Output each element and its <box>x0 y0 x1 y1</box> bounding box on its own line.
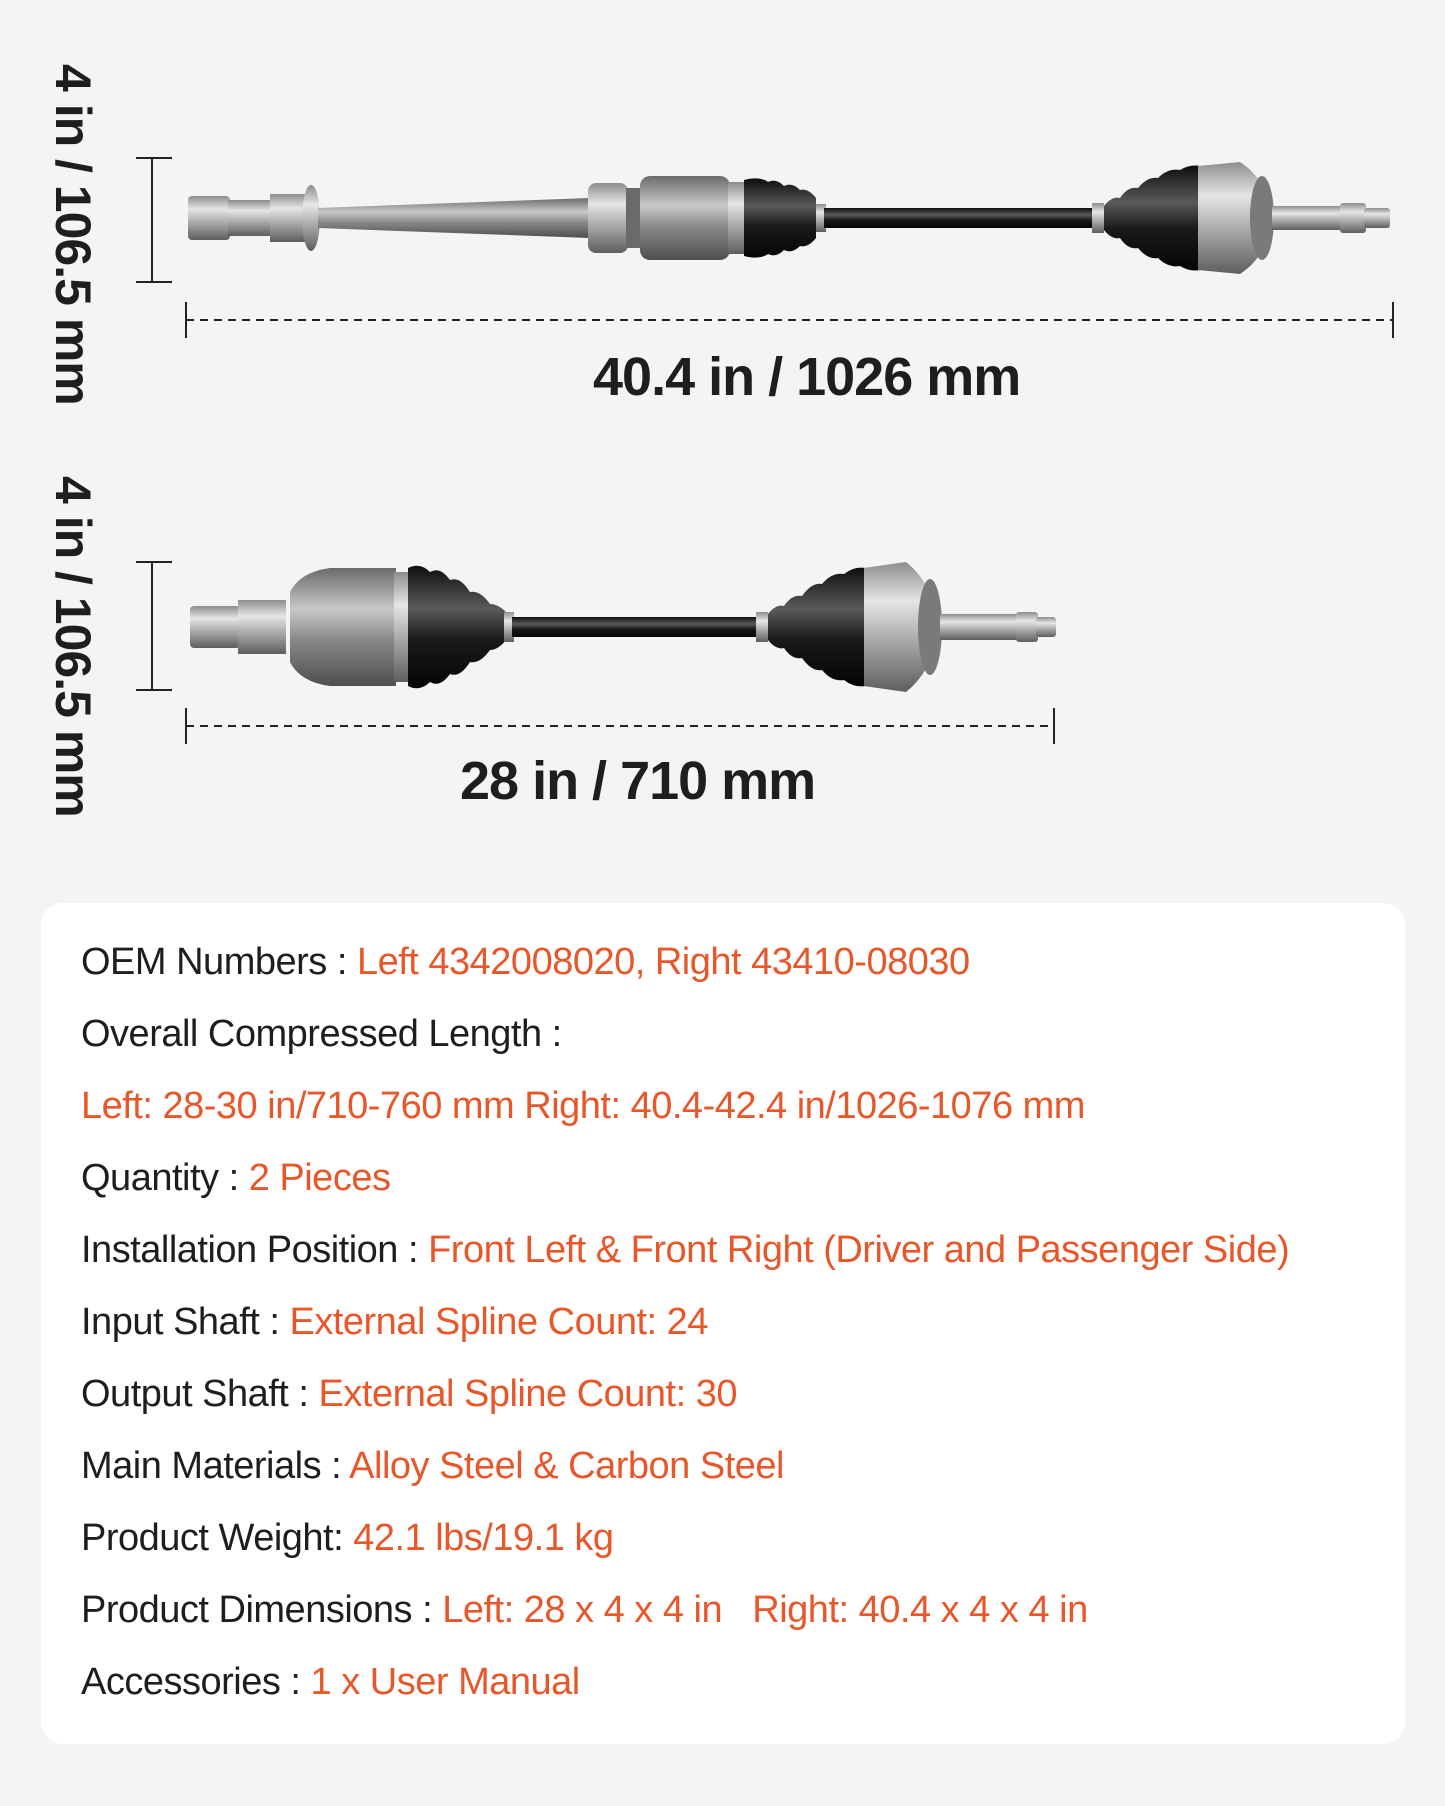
spec-label: Installation Position : <box>81 1229 429 1271</box>
spec-row-oem-numbers <box>81 941 970 984</box>
long-shaft-length-label: 40.4 in / 1026 mm <box>593 347 1021 407</box>
spec-row-compressed-length-values <box>81 1085 1085 1128</box>
spec-row-product-dimensions <box>81 1589 1088 1632</box>
spec-row-product-weight <box>81 1517 614 1560</box>
spec-row-main-materials <box>81 1445 784 1488</box>
spec-row-input-shaft <box>81 1301 708 1344</box>
spec-value: External Spline Count: 24 <box>289 1301 708 1343</box>
spec-label: Product Dimensions : <box>81 1589 443 1631</box>
short-shaft-diameter-label: 4 in / 106.5 mm <box>45 476 101 817</box>
spec-value: 2 Pieces <box>248 1157 391 1199</box>
spec-row-quantity <box>81 1157 390 1200</box>
spec-label: OEM Numbers : <box>81 941 357 983</box>
spec-value: External Spline Count: 30 <box>318 1373 737 1415</box>
spec-value: Alloy Steel & Carbon Steel <box>349 1445 784 1487</box>
spec-row-installation-position <box>81 1229 1289 1272</box>
spec-label: Quantity : <box>81 1157 249 1199</box>
spec-row-accessories <box>81 1661 580 1704</box>
short-axle-shaft <box>190 562 1056 692</box>
specifications-card <box>41 903 1405 1744</box>
spec-label: Overall Compressed Length : <box>81 1013 562 1055</box>
spec-value: Left 4342008020, Right 43410-08030 <box>356 941 970 983</box>
spec-value: Front Left & Front Right (Driver and Passenger Side) <box>428 1229 1290 1271</box>
short-shaft-length-label: 28 in / 710 mm <box>460 751 816 811</box>
spec-row-compressed-length <box>81 1013 562 1056</box>
spec-label: Output Shaft : <box>81 1373 319 1415</box>
spec-value: Left: 28-30 in/710-760 mm Right: 40.4-42.4 in/1026-1076 mm <box>81 1085 1085 1127</box>
spec-label: Input Shaft : <box>81 1301 290 1343</box>
spec-label: Main Materials : <box>81 1445 350 1487</box>
spec-label: Product Weight: <box>81 1517 354 1559</box>
spec-value: 1 x User Manual <box>310 1661 580 1703</box>
spec-value: 42.1 lbs/19.1 kg <box>353 1517 614 1559</box>
spec-row-output-shaft <box>81 1373 737 1416</box>
spec-label: Accessories : <box>81 1661 311 1703</box>
long-axle-shaft <box>188 162 1390 274</box>
long-shaft-diameter-label: 4 in / 106.5 mm <box>45 64 101 405</box>
spec-value: Left: 28 x 4 x 4 in Right: 40.4 x 4 x 4 in <box>442 1589 1088 1631</box>
